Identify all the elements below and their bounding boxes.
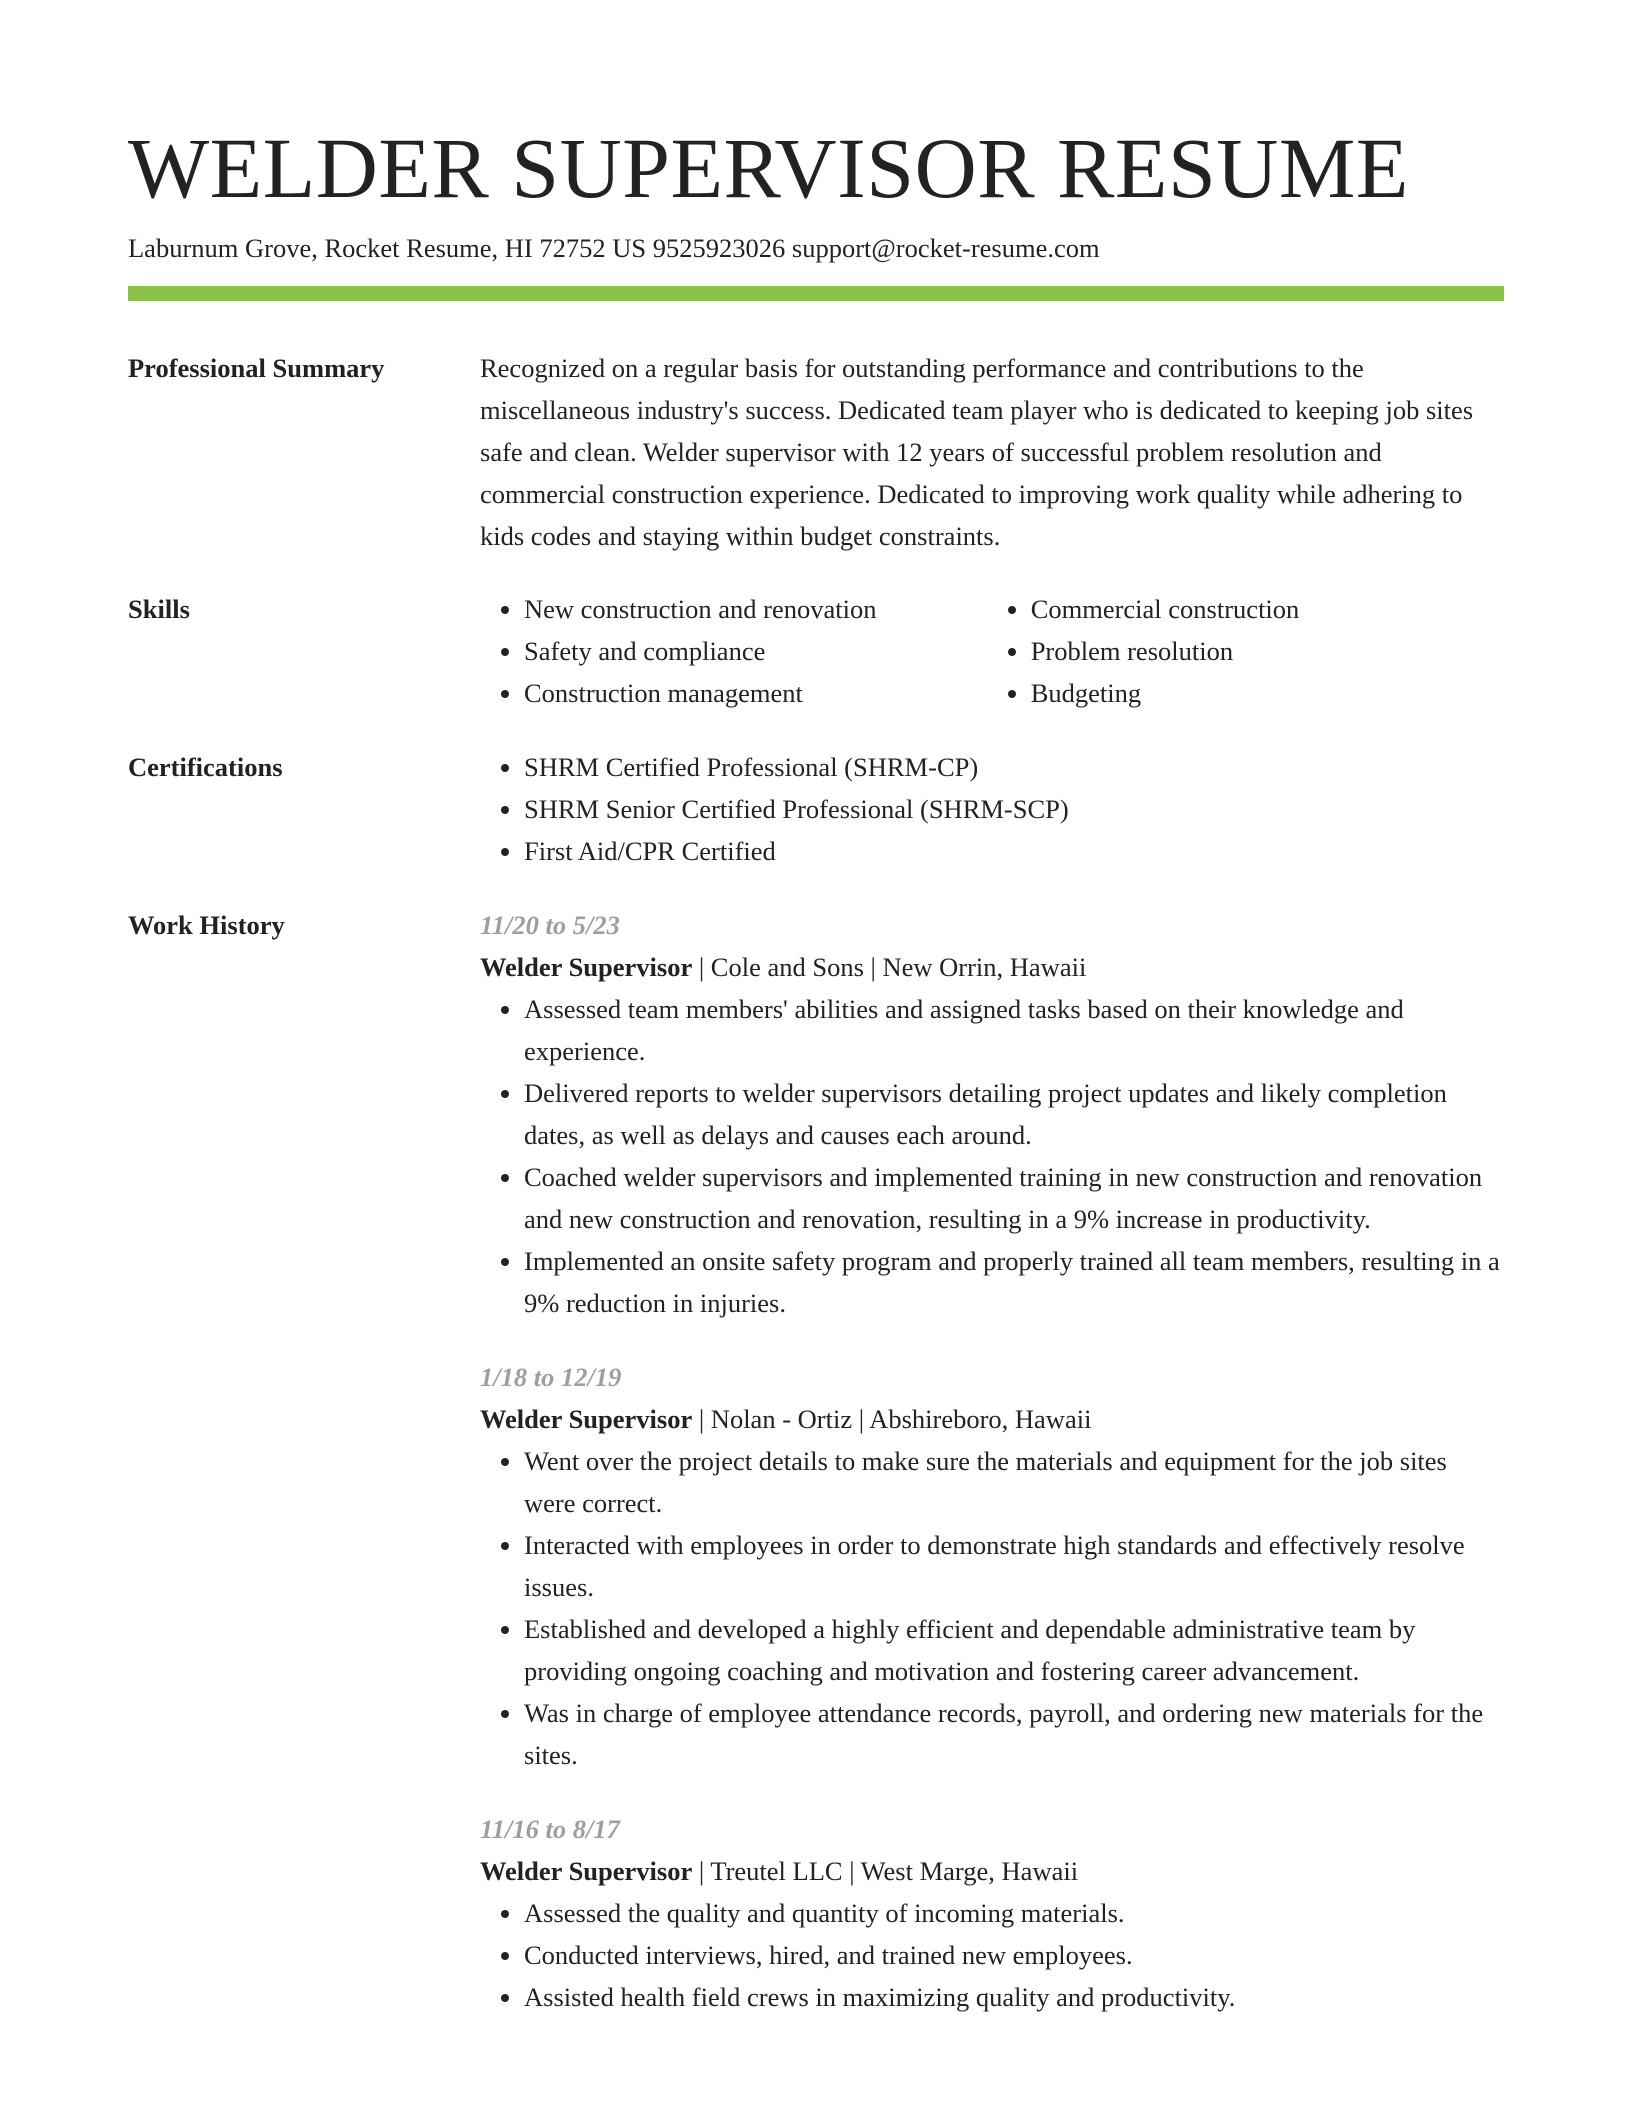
skills-body	[480, 588, 1504, 714]
certification-item: • SHRM Certified Professional (SHRM-CP)	[524, 746, 1504, 788]
skill-item: • Problem resolution	[1031, 630, 1504, 672]
contact-line: Laburnum Grove, Rocket Resume, HI 72752 US 9525923026 support@rocket-resume.com	[128, 233, 1100, 263]
job-duties-list	[480, 1892, 1504, 2018]
work-history-body	[480, 904, 1504, 2050]
job-duty: • Coached welder supervisors and implemented training in new construction and renovation and new construction and renovation, resulting in a 9% increase in productivity.	[524, 1156, 1504, 1240]
skill-item: • Safety and compliance	[524, 630, 943, 672]
job-title: Welder Supervisor	[480, 1856, 693, 1886]
job-duties-list	[480, 1440, 1504, 1776]
job-entry	[480, 1808, 1504, 2018]
job-details: | Treutel LLC | West Marge, Hawaii	[692, 1856, 1079, 1886]
job-details: | Nolan - Ortiz | Abshireboro, Hawaii	[692, 1404, 1092, 1434]
skill-item: • Budgeting	[1031, 672, 1504, 714]
job-duty: • Went over the project details to make sure the materials and equipment for the job sites were correct.	[524, 1440, 1504, 1524]
job-duty: • Was in charge of employee attendance records, payroll, and ordering new materials for the sites.	[524, 1692, 1504, 1776]
job-heading	[480, 946, 1504, 988]
resume-title: WELDER SUPERVISOR RESUME	[128, 120, 1409, 216]
skills-left-list	[480, 588, 943, 714]
job-duty: • Assessed the quality and quantity of incoming materials.	[524, 1892, 1504, 1934]
job-duty: • Interacted with employees in order to demonstrate high standards and effectively resolve issues.	[524, 1524, 1504, 1608]
job-title: Welder Supervisor	[480, 1404, 693, 1434]
job-heading	[480, 1850, 1504, 1892]
skill-item: • Commercial construction	[1031, 588, 1504, 630]
section-label-professional-summary: Professional Summary	[128, 353, 385, 383]
header-divider	[128, 286, 1504, 301]
job-duty: • Implemented an onsite safety program and properly trained all team members, resulting in a 9% reduction in injuries.	[524, 1240, 1504, 1324]
job-dates: 1/18 to 12/19	[480, 1362, 622, 1392]
job-duty: • Assisted health field crews in maximizing quality and productivity.	[524, 1976, 1504, 2018]
job-duty: • Delivered reports to welder supervisors detailing project updates and likely completion dates, as well as delays and causes each around.	[524, 1072, 1504, 1156]
skills-right-list	[987, 588, 1504, 714]
job-dates: 11/16 to 8/17	[480, 1814, 620, 1844]
job-duty: • Conducted interviews, hired, and trained new employees.	[524, 1934, 1504, 1976]
certification-item: • First Aid/CPR Certified	[524, 830, 1504, 872]
job-title: Welder Supervisor	[480, 952, 693, 982]
summary-body	[480, 347, 1504, 557]
skills-columns	[480, 588, 1504, 714]
section-label-work-history: Work History	[128, 910, 285, 940]
job-duties-list	[480, 988, 1504, 1324]
section-label-skills: Skills	[128, 594, 190, 624]
section-label-certifications: Certifications	[128, 752, 283, 782]
job-duty: • Established and developed a highly efficient and dependable administrative team by providing ongoing coaching and motivation and fostering career advancement.	[524, 1608, 1504, 1692]
summary-text: Recognized on a regular basis for outstanding performance and contributions to the miscellaneous industry's success. Dedicated team player who is dedicated to keeping job sites safe and clean. Welder supervisor with 12 years of successful problem resolution and commercial construction experience. Dedicated to improving work quality while adhering to kids codes and staying within budget constraints.	[480, 353, 1474, 551]
job-details: | Cole and Sons | New Orrin, Hawaii	[692, 952, 1087, 982]
job-dates: 11/20 to 5/23	[480, 910, 620, 940]
job-entry	[480, 904, 1504, 1324]
skill-item: • Construction management	[524, 672, 943, 714]
job-entry	[480, 1356, 1504, 1776]
skill-item: • New construction and renovation	[524, 588, 943, 630]
certifications-body	[480, 746, 1504, 872]
certifications-list	[480, 746, 1504, 872]
job-duty: • Assessed team members' abilities and assigned tasks based on their knowledge and experience.	[524, 988, 1504, 1072]
job-heading	[480, 1398, 1504, 1440]
certification-item: • SHRM Senior Certified Professional (SHRM-SCP)	[524, 788, 1504, 830]
